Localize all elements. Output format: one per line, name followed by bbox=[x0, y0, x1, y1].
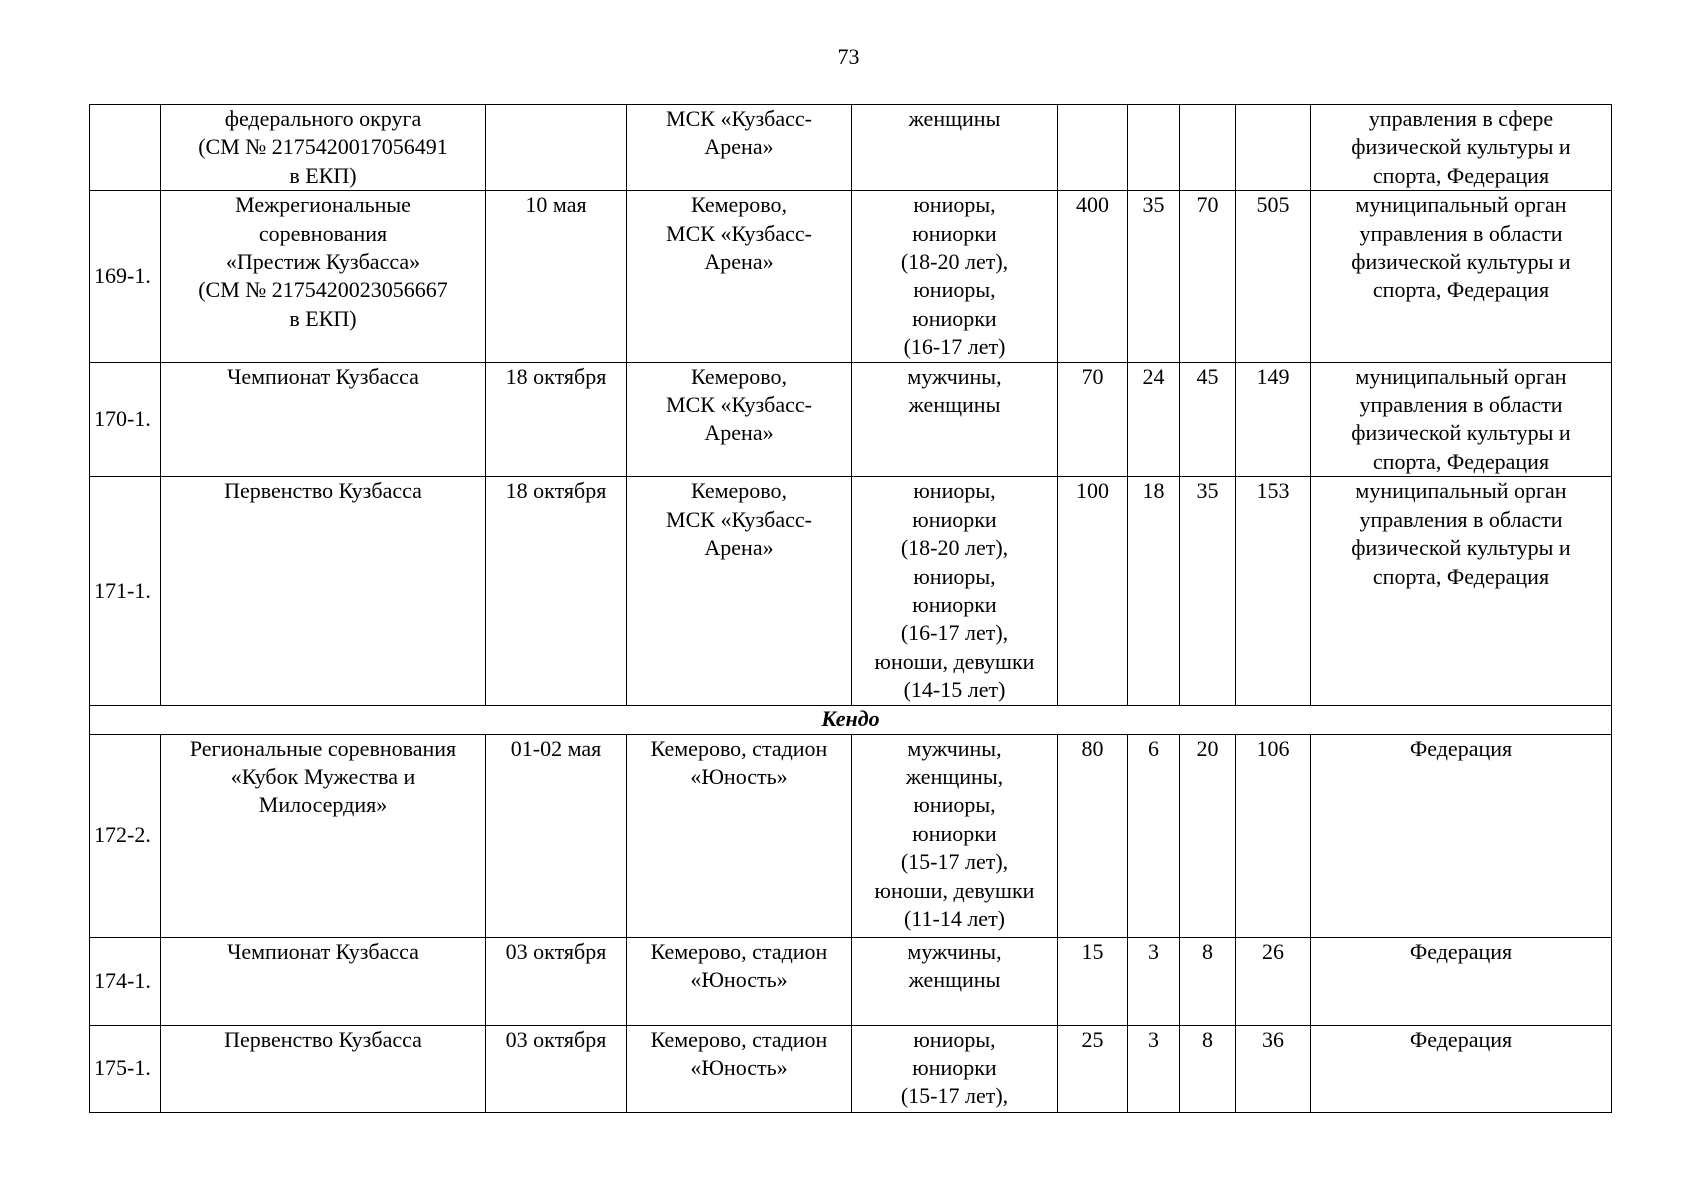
count-cell-3-text: 45 bbox=[1196, 363, 1219, 389]
count-cell-2-text: 18 bbox=[1142, 478, 1165, 504]
row-number-cell-text: 170-1. bbox=[94, 406, 151, 432]
event-name-cell bbox=[161, 937, 486, 1025]
count-total-cell bbox=[1236, 105, 1311, 191]
count-cell-3 bbox=[1180, 937, 1236, 1025]
participants-cell-text: мужчины, женщины bbox=[907, 363, 1002, 418]
row-number-cell-text: 174-1. bbox=[94, 967, 151, 993]
organizer-cell bbox=[1311, 734, 1612, 937]
organizer-cell bbox=[1311, 362, 1612, 477]
count-cell-2 bbox=[1128, 105, 1180, 191]
count-cell-3-text: 8 bbox=[1202, 938, 1213, 964]
event-place-cell-text: Кемерово, МСК «Кузбасс- Арена» bbox=[666, 478, 812, 561]
count-cell-2 bbox=[1128, 937, 1180, 1025]
event-place-cell bbox=[627, 477, 852, 705]
row-number-cell bbox=[90, 1025, 161, 1112]
participants-cell-text: юниоры, юниорки (18-20 лет), юниоры, юниорки (16-17 лет) bbox=[900, 192, 1009, 360]
event-place-cell bbox=[627, 937, 852, 1025]
participants-cell-text: женщины bbox=[908, 106, 1001, 131]
participants-cell bbox=[852, 1025, 1058, 1112]
row-number-cell bbox=[90, 937, 161, 1025]
event-name-cell bbox=[161, 477, 486, 705]
count-cell-2-text: 24 bbox=[1142, 363, 1165, 389]
event-name-cell-text: Межрегиональные соревнования «Престиж Кузбасса» (СМ № 2175420023056667 в ЕКП) bbox=[198, 192, 448, 331]
event-date-cell-text: 18 октября bbox=[505, 363, 607, 389]
participants-cell bbox=[852, 734, 1058, 937]
count-total-cell-text: 26 bbox=[1262, 938, 1284, 964]
event-date-cell bbox=[486, 477, 627, 705]
organizer-cell-text: Федерация bbox=[1409, 735, 1513, 761]
count-cell-1 bbox=[1058, 734, 1128, 937]
event-date-cell-text: 10 мая bbox=[525, 192, 587, 218]
organizer-cell bbox=[1311, 937, 1612, 1025]
page-number: 73 bbox=[837, 44, 860, 69]
event-date-cell bbox=[486, 362, 627, 477]
organizer-cell bbox=[1311, 477, 1612, 705]
count-total-cell bbox=[1236, 937, 1311, 1025]
events-table bbox=[89, 104, 1612, 1113]
table-row bbox=[90, 105, 1612, 191]
count-total-cell bbox=[1236, 477, 1311, 705]
count-cell-2-text: 35 bbox=[1142, 192, 1165, 218]
count-total-cell-text: 505 bbox=[1256, 192, 1290, 218]
participants-cell bbox=[852, 362, 1058, 477]
organizer-cell-text: управления в сфере физической культуры и спорта, Федерация bbox=[1351, 106, 1571, 188]
event-date-cell bbox=[486, 1025, 627, 1112]
event-place-cell-text: Кемерово, стадион «Юность» bbox=[650, 1026, 828, 1080]
row-number-cell-text: 171-1. bbox=[94, 577, 151, 603]
row-number-cell-text: 169-1. bbox=[94, 263, 151, 289]
count-total-cell-text: 153 bbox=[1256, 478, 1290, 504]
count-total-cell bbox=[1236, 734, 1311, 937]
count-cell-3 bbox=[1180, 362, 1236, 477]
count-total-cell-text: 36 bbox=[1262, 1026, 1284, 1052]
participants-cell bbox=[852, 477, 1058, 705]
count-cell-1-text: 100 bbox=[1076, 478, 1109, 504]
count-cell-1-text: 80 bbox=[1081, 735, 1104, 761]
count-cell-1 bbox=[1058, 362, 1128, 477]
organizer-cell-text: Федерация bbox=[1409, 938, 1513, 964]
event-date-cell-text: 18 октября bbox=[505, 478, 607, 504]
count-cell-2-text: 3 bbox=[1148, 938, 1159, 964]
count-cell-2 bbox=[1128, 477, 1180, 705]
event-date-cell bbox=[486, 105, 627, 191]
count-total-cell-text: 149 bbox=[1256, 363, 1290, 389]
event-date-cell bbox=[486, 191, 627, 362]
count-cell-3-text: 20 bbox=[1196, 735, 1219, 761]
count-cell-2-text: 3 bbox=[1148, 1026, 1159, 1052]
participants-cell bbox=[852, 105, 1058, 191]
event-name-cell bbox=[161, 191, 486, 362]
row-number-cell-text: 172-2. bbox=[94, 822, 151, 848]
count-cell-1-text: 70 bbox=[1081, 363, 1104, 389]
event-place-cell-text: Кемерово, стадион «Юность» bbox=[650, 735, 828, 789]
section-header-row bbox=[90, 705, 1612, 734]
count-total-cell bbox=[1236, 191, 1311, 362]
event-name-cell-text: федерального округа (СМ № 2175420017056491 в ЕКП) bbox=[198, 106, 448, 188]
count-cell-3-text: 35 bbox=[1196, 478, 1219, 504]
participants-cell bbox=[852, 937, 1058, 1025]
count-cell-3 bbox=[1180, 105, 1236, 191]
participants-cell-text: юниоры, юниорки (18-20 лет), юниоры, юниорки (16-17 лет), юноши, девушки (14-15 лет) bbox=[874, 478, 1035, 703]
count-cell-1 bbox=[1058, 191, 1128, 362]
participants-cell-text: мужчины, женщины, юниоры, юниорки (15-17 лет), юноши, девушки (11-14 лет) bbox=[874, 735, 1035, 931]
row-number-cell bbox=[90, 362, 161, 477]
count-cell-2 bbox=[1128, 1025, 1180, 1112]
event-date-cell bbox=[486, 734, 627, 937]
table-row bbox=[90, 191, 1612, 362]
count-cell-3 bbox=[1180, 191, 1236, 362]
count-cell-2-text: 6 bbox=[1148, 735, 1159, 761]
table-row bbox=[90, 1025, 1612, 1112]
event-name-cell bbox=[161, 1025, 486, 1112]
count-cell-3 bbox=[1180, 1025, 1236, 1112]
row-number-cell bbox=[90, 477, 161, 705]
event-place-cell bbox=[627, 734, 852, 937]
organizer-cell-text: муниципальный орган управления в области физической культуры и спорта, Федерация bbox=[1351, 192, 1571, 303]
event-place-cell bbox=[627, 1025, 852, 1112]
count-cell-3 bbox=[1180, 734, 1236, 937]
event-date-cell bbox=[486, 937, 627, 1025]
participants-cell-text: юниоры, юниорки (15-17 лет), bbox=[900, 1026, 1009, 1109]
table-body bbox=[90, 105, 1612, 1113]
count-cell-2 bbox=[1128, 191, 1180, 362]
event-name-cell-text: Чемпионат Кузбасса bbox=[227, 938, 419, 964]
section-title: Кендо bbox=[90, 705, 1612, 734]
event-date-cell-text: 03 октября bbox=[505, 938, 607, 964]
event-name-cell bbox=[161, 362, 486, 477]
event-place-cell bbox=[627, 105, 852, 191]
count-cell-1 bbox=[1058, 1025, 1128, 1112]
event-place-cell-text: Кемерово, МСК «Кузбасс- Арена» bbox=[666, 192, 812, 275]
count-cell-1-text: 15 bbox=[1081, 938, 1104, 964]
row-number-cell bbox=[90, 191, 161, 362]
count-cell-3-text: 70 bbox=[1196, 192, 1219, 218]
event-place-cell-text: Кемерово, стадион «Юность» bbox=[650, 938, 828, 992]
count-cell-2 bbox=[1128, 734, 1180, 937]
event-name-cell bbox=[161, 734, 486, 937]
row-number-cell bbox=[90, 734, 161, 937]
event-name-cell-text: Региональные соревнования «Кубок Мужества и Милосердия» bbox=[189, 735, 457, 818]
organizer-cell-text: Федерация bbox=[1409, 1026, 1513, 1052]
row-number-cell bbox=[90, 105, 161, 191]
row-number-cell-text: 175-1. bbox=[94, 1055, 151, 1081]
event-date-cell-text: 03 октября bbox=[505, 1026, 607, 1052]
count-total-cell-text: 106 bbox=[1256, 735, 1290, 761]
event-date-cell-text: 01-02 мая bbox=[510, 735, 602, 761]
count-total-cell bbox=[1236, 362, 1311, 477]
count-cell-1-text: 25 bbox=[1081, 1026, 1104, 1052]
event-name-cell bbox=[161, 105, 486, 191]
table-row bbox=[90, 734, 1612, 937]
count-cell-1 bbox=[1058, 105, 1128, 191]
table-row bbox=[90, 937, 1612, 1025]
participants-cell bbox=[852, 191, 1058, 362]
count-cell-1 bbox=[1058, 937, 1128, 1025]
count-cell-1-text: 400 bbox=[1076, 192, 1109, 218]
event-name-cell-text: Чемпионат Кузбасса bbox=[227, 363, 419, 389]
event-place-cell-text: МСК «Кузбасс- Арена» bbox=[666, 106, 812, 160]
table-row bbox=[90, 477, 1612, 705]
organizer-cell-text: муниципальный орган управления в области физической культуры и спорта, Федерация bbox=[1351, 363, 1571, 474]
organizer-cell bbox=[1311, 191, 1612, 362]
count-cell-1 bbox=[1058, 477, 1128, 705]
event-name-cell-text: Первенство Кузбасса bbox=[224, 1026, 422, 1052]
organizer-cell bbox=[1311, 1025, 1612, 1112]
event-name-cell-text: Первенство Кузбасса bbox=[224, 478, 422, 504]
event-place-cell-text: Кемерово, МСК «Кузбасс- Арена» bbox=[666, 363, 812, 446]
table-row bbox=[90, 362, 1612, 477]
count-total-cell bbox=[1236, 1025, 1311, 1112]
count-cell-3-text: 8 bbox=[1202, 1026, 1213, 1052]
participants-cell-text: мужчины, женщины bbox=[907, 938, 1002, 992]
organizer-cell bbox=[1311, 105, 1612, 191]
event-place-cell bbox=[627, 362, 852, 477]
event-place-cell bbox=[627, 191, 852, 362]
count-cell-2 bbox=[1128, 362, 1180, 477]
organizer-cell-text: муниципальный орган управления в области физической культуры и спорта, Федерация bbox=[1351, 478, 1571, 589]
count-cell-3 bbox=[1180, 477, 1236, 705]
